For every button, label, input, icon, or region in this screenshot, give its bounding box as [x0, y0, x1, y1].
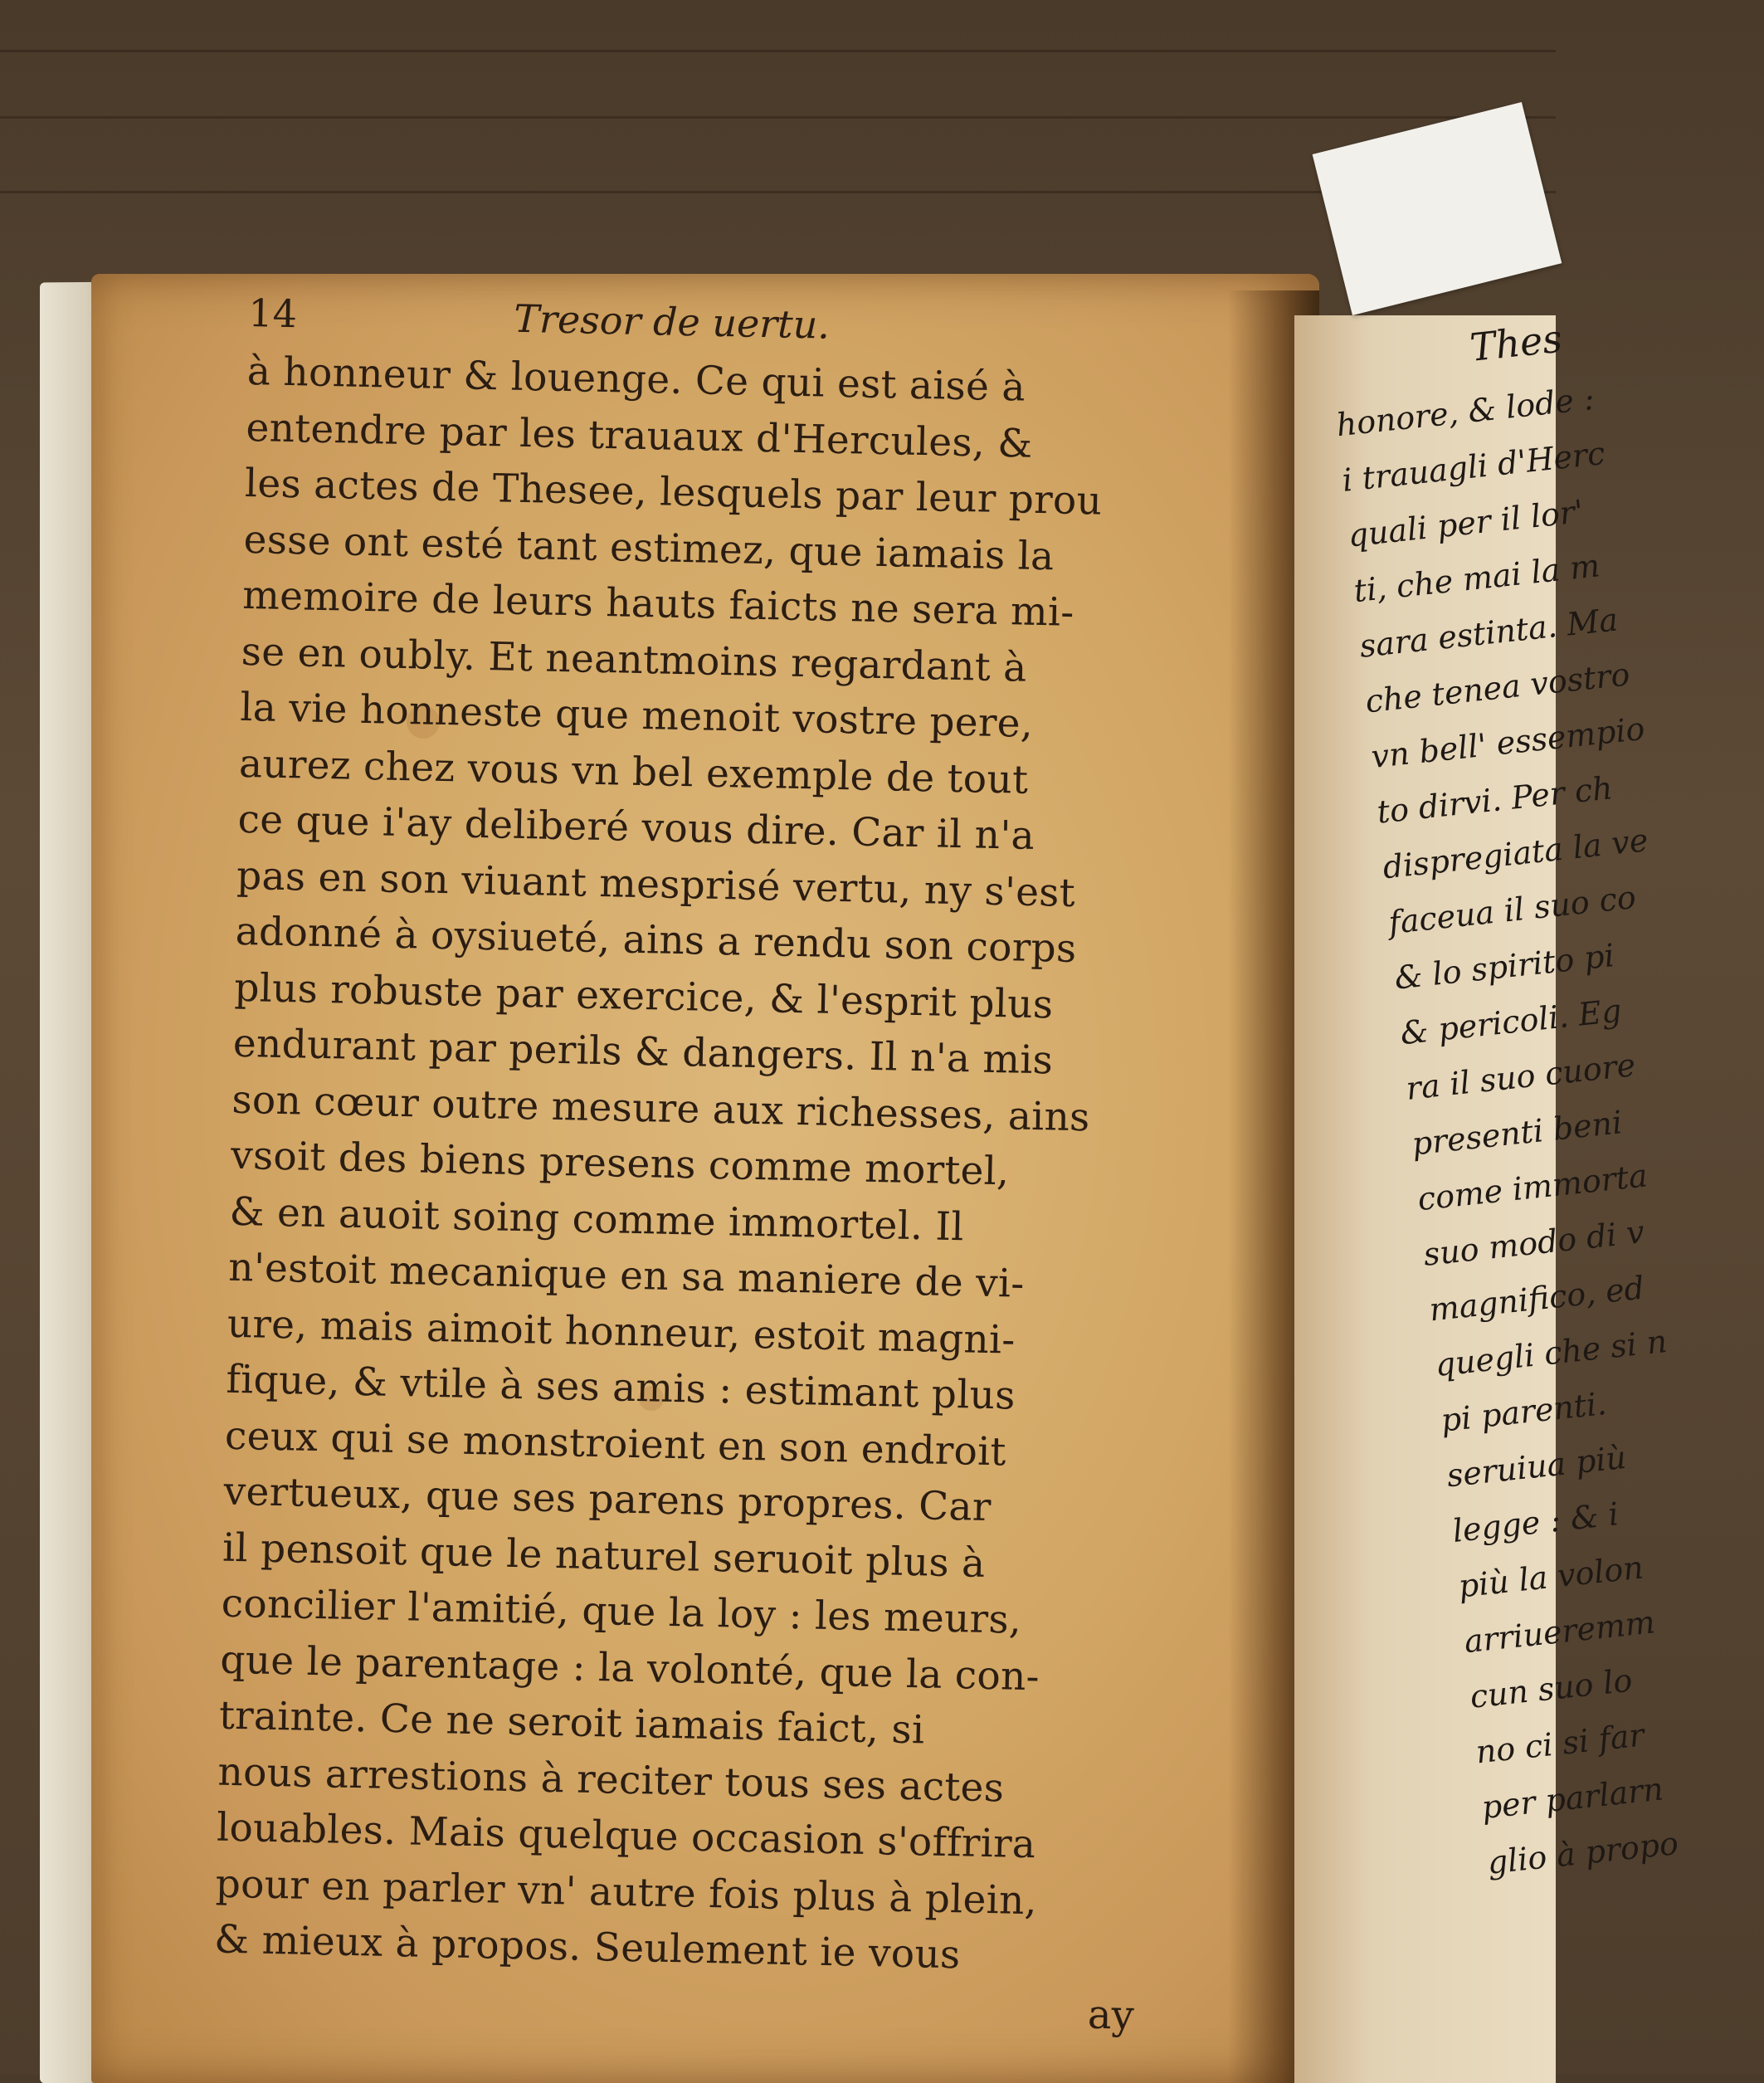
- text-line: ure, mais aimoit honneur, estoit magni-: [227, 1300, 1016, 1363]
- text-line: ceux qui se monstroient en son endroit: [224, 1412, 1007, 1475]
- text-line: vsoit des biens presens comme mortel,: [230, 1132, 1010, 1195]
- text-line: concilier l'amitié, que la loy : les meurs,: [221, 1580, 1022, 1643]
- catchword: ay: [1087, 1991, 1135, 2039]
- text-line: ra il suo cuore: [1404, 1046, 1638, 1107]
- text-line: il pensoit que le naturel seruoit plus à: [222, 1524, 986, 1587]
- text-line: quegli che si n: [1433, 1322, 1669, 1384]
- text-line: entendre par les trauaux d'Hercules, &: [245, 404, 1034, 467]
- text-line: sara estinta. Ma: [1357, 601, 1620, 665]
- text-line: cun suo lo: [1468, 1661, 1635, 1715]
- text-line: louables. Mais quelque occasion s'offrira: [216, 1804, 1036, 1868]
- text-line: pas en son viuant mesprisé vertu, ny s'est: [236, 852, 1076, 916]
- text-line: quali per il lor': [1346, 493, 1586, 554]
- text-line: suo modo di v: [1421, 1213, 1646, 1273]
- running-title: Tresor de uertu.: [513, 295, 831, 348]
- right-page-text: [1328, 313, 1755, 1891]
- text-line: à honneur & louenge. Ce qui est aisé à: [246, 348, 1026, 411]
- text-line: che tenea vostro: [1363, 656, 1632, 720]
- text-line: endurant par perils & dangers. Il n'a mis: [232, 1020, 1054, 1084]
- text-line: la vie honneste que menoit vostre pere,: [239, 684, 1034, 747]
- text-line: glio à propo: [1485, 1824, 1680, 1881]
- text-line: pi parenti.: [1439, 1385, 1609, 1439]
- text-line: nous arrestions à reciter tous ses actes: [217, 1749, 1005, 1811]
- text-line: & pericoli. Eg: [1398, 992, 1624, 1052]
- text-line: trainte. Ce ne seroit iamais faict, si: [218, 1692, 925, 1754]
- left-page-text: [212, 290, 1194, 2039]
- text-line: seruiua più: [1445, 1438, 1628, 1495]
- text-line: esse ont esté tant estimez, que iamais la: [243, 516, 1055, 579]
- text-line: vertueux, que ses parens propres. Car: [223, 1468, 992, 1531]
- text-line: vn bell' essempio: [1369, 710, 1647, 776]
- text-line: magnifico, ed: [1427, 1269, 1646, 1329]
- text-line: n'estoit mecanique en sa maniere de vi-: [227, 1244, 1026, 1307]
- text-line: i trauagli d'Herc: [1340, 434, 1607, 499]
- text-line: più la volon: [1456, 1549, 1645, 1605]
- text-line: dispregiata la ve: [1381, 822, 1650, 886]
- text-line: & lo spirito pi: [1392, 937, 1616, 997]
- text-line: honore, & lode :: [1334, 379, 1596, 444]
- wood-grain: [0, 116, 1556, 119]
- text-line: fique, & vtile à ses amis : estimant plus: [225, 1356, 1016, 1419]
- text-line: que le parentage : la volonté, que la con-: [219, 1637, 1040, 1700]
- wood-grain: [0, 50, 1556, 52]
- page-number: 14: [247, 290, 298, 337]
- text-line: to dirvi. Per ch: [1375, 769, 1615, 831]
- text-line: pour en parler vn' autre fois plus à plein,: [215, 1861, 1038, 1924]
- text-line: plus robuste par exercice, & l'esprit plus: [233, 964, 1054, 1027]
- text-line: se en oubly. Et neantmoins regardant à: [241, 628, 1028, 691]
- bookmark-slip: [1313, 102, 1562, 315]
- text-line: arriueremm: [1462, 1603, 1657, 1661]
- text-line: aurez chez vous vn bel exemple de tout: [238, 740, 1029, 803]
- right-page: [1294, 315, 1680, 2083]
- text-line: & mieux à propos. Seulement ie vous: [213, 1916, 961, 1978]
- text-line: legge : & i: [1450, 1495, 1620, 1549]
- text-line: les actes de Thesee, lesquels par leur prou: [244, 460, 1103, 524]
- text-line: adonné à oysiueté, ains a rendu son corps: [235, 908, 1077, 973]
- text-line: faceua il suo co: [1386, 878, 1638, 942]
- right-running-title: Thes: [1468, 315, 1565, 370]
- text-line: ti, che mai la m: [1352, 547, 1602, 610]
- text-line: no ci si far: [1474, 1716, 1646, 1771]
- text-line: & en auoit soing comme immortel. Il: [229, 1188, 965, 1250]
- text-line: per parlarn: [1479, 1770, 1665, 1827]
- text-line: son cœur outre mesure aux richesses, ains: [231, 1076, 1091, 1140]
- text-line: memoire de leurs hauts faicts ne sera mi-: [241, 572, 1075, 636]
- text-line: come immorta: [1416, 1157, 1649, 1218]
- text-line: presenti beni: [1410, 1104, 1625, 1163]
- text-line: ce que i'ay deliberé vous dire. Car il n'a: [237, 796, 1035, 859]
